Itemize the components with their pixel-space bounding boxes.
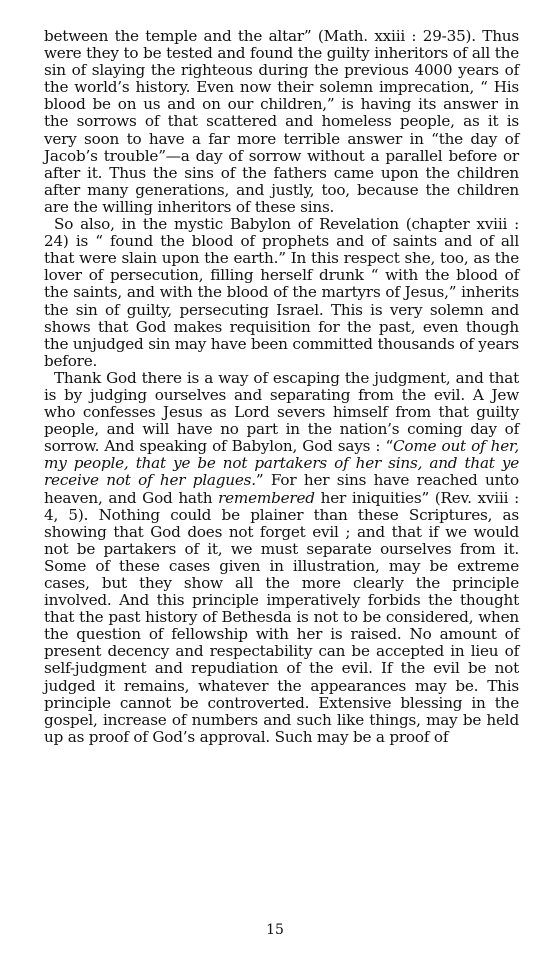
italic-text-run: remembered [218,488,315,507]
italic-text-run: Come out of her, my people, that ye be not partakers of her sins, and that ye receive not of her plagues. [44,437,519,490]
paragraph-2 [44,216,519,370]
body-text [44,28,519,746]
paragraph-3 [44,370,519,746]
paragraph-1 [44,28,519,216]
text-run: ” For her sins have reached unto heaven, and God hath [44,471,519,507]
page-number: 15 [266,922,284,938]
text-run: her iniquities” (Rev. xviii : 4, 5). Nothing could be plainer than these Scriptures, as showing that God does not forget evil ; and that if we would not be partakers of it, we must separate ourselves from it. Some of these cases given in illustration, may be extreme cases, but they show all the more clearly the principle involved. And this principle imperatively forbids the thought that the past history of Bethesda is not to be considered, when the question of fellowship with her is raised. No amount of present decency and respectability can be accepted in lieu of self-judgment and repudiation of the evil. If the evil be not judged it remains, whatever the appearances may be. This principle cannot be controverted. Extensive blessing in the gospel, increase of numbers and such like things, may be held up as proof of God’s approval. Such may be a proof of [44,488,519,746]
text-run: between the temple and the altar” (Math. xxiii : 29-35). Thus were they to be tested and found the guilty inheritors of all the sin of slaying the righteous during the previous 4000 years of the world’s history. Even now their solemn imprecation, “ His blood be on us and on our children,” is having its answer in the sorrows of that scattered and homeless people, as it is very soon to have a far more terrible answer in “the day of Jacob’s trouble”—a day of sorrow without a parallel before or after it. Thus the sins of the fathers came upon the children after many generations, and justly, too, because the children are the willing inheritors of these sins. [44,27,519,216]
text-run: So also, in the mystic Babylon of Revelation (chapter xviii : 24) is “ found the blood of prophets and of saints and of all that were slain upon the earth.” In this respect she, too, as the lover of persecution, filling herself drunk “ with the blood of the saints, and with the blood of the martyrs of Jesus,” inherits the sin of guilty, persecuting Israel. This is very solemn and shows that God makes requisition for the past, even though the unjudged sin may have been committed thousands of years before. [44,215,519,370]
text-run: Thank God there is a way of escaping the judgment, and that is by judging ourselves and separating from the evil. A Jew who confesses Jesus as Lord severs himself from that guilty people, and will have no part in the nation’s coming day of sorrow. And speaking of Babylon, God says : “ [44,368,519,456]
